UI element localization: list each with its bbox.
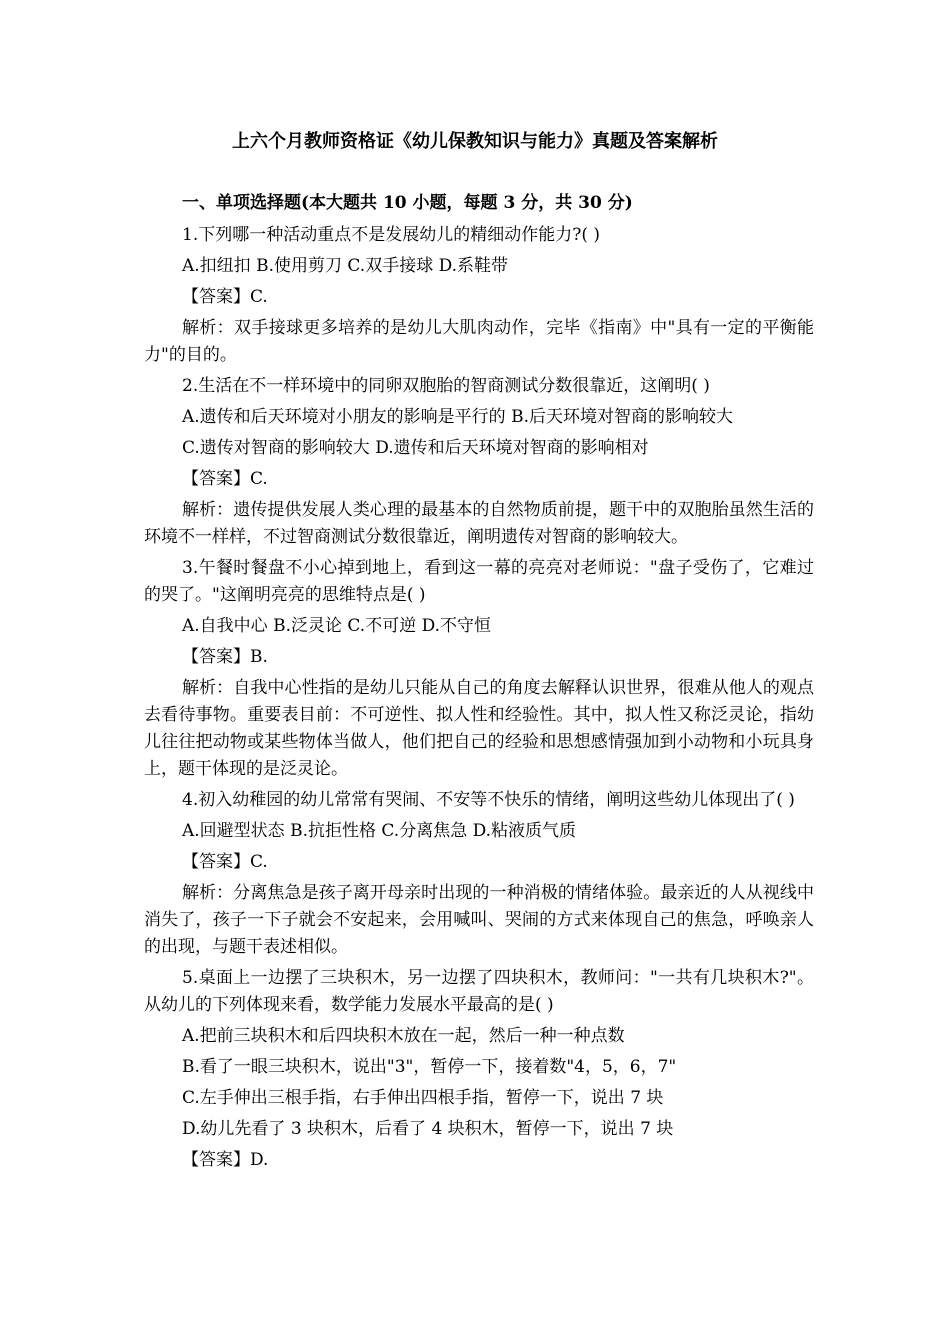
question-stem: 4.初入幼稚园的幼儿常常有哭闹、不安等不快乐的情绪，阐明这些幼儿体现出了( ) (182, 790, 795, 810)
document-body (144, 190, 814, 1178)
document-title: 上六个月教师资格证《幼儿保教知识与能力》真题及答案解析 (232, 131, 718, 152)
question-answer: 【答案】B. (182, 647, 268, 667)
question-stem: 3.午餐时餐盘不小心掉到地上，看到这一幕的亮亮对老师说："盘子受伤了，它难过的哭了。"这阐明亮亮的思维特点是( ) (144, 558, 814, 605)
question-options: A.自我中心 B.泛灵论 C.不可逆 D.不守恒 (182, 616, 492, 636)
question-stem: 1.下列哪一种活动重点不是发展幼儿的精细动作能力?( ) (182, 225, 601, 245)
question-options: C.左手伸出三根手指，右手伸出四根手指，暂停一下，说出 7 块 (182, 1088, 664, 1108)
question-options: D.幼儿先看了 3 块积木，后看了 4 块积木，暂停一下，说出 7 块 (182, 1119, 674, 1139)
question-analysis: 解析：分离焦急是孩子离开母亲时出现的一种消极的情绪体验。最亲近的人从视线中消失了，孩子一下子就会不安起来，会用喊叫、哭闹的方式来体现自己的焦急，呼唤亲人的出现，与题干表述相似。 (144, 883, 814, 957)
question-answer: 【答案】C. (182, 287, 268, 307)
question-options: A.遗传和后天环境对小朋友的影响是平行的 B.后天环境对智商的影响较大 (182, 407, 733, 427)
question-analysis: 解析：自我中心性指的是幼儿只能从自己的角度去解释认识世界，很难从他人的观点去看待事物。重要表目前：不可逆性、拟人性和经验性。其中，拟人性又称泛灵论，指幼儿往往把动物或某些物体当做人，他们把自己的经验和思想感情强加到小动物和小玩具身上，题干体现的是泛灵论。 (144, 678, 814, 779)
question-answer: 【答案】C. (182, 469, 268, 489)
question-options: A.回避型状态 B.抗拒性格 C.分离焦急 D.粘液质气质 (182, 821, 577, 841)
question-options: A.扣纽扣 B.使用剪刀 C.双手接球 D.系鞋带 (182, 256, 509, 276)
question-options: B.看了一眼三块积木，说出"3"，暂停一下，接着数"4，5，6，7" (182, 1057, 677, 1077)
question-answer: 【答案】C. (182, 852, 268, 872)
question-analysis: 解析：双手接球更多培养的是幼儿大肌肉动作，完毕《指南》中"具有一定的平衡能力"的目的。 (144, 318, 814, 365)
question-analysis: 解析：遗传提供发展人类心理的最基本的自然物质前提，题干中的双胞胎虽然生活的环境不一样样，不过智商测试分数很靠近，阐明遗传对智商的影响较大。 (144, 500, 814, 547)
question-options: A.把前三块积木和后四块积木放在一起，然后一种一种点数 (182, 1026, 625, 1046)
question-answer: 【答案】D. (182, 1150, 269, 1170)
question-stem: 5.桌面上一边摆了三块积木，另一边摆了四块积木，教师问："一共有几块积木?"。从幼儿的下列体现来看，数学能力发展水平最高的是( ) (144, 968, 814, 1015)
question-stem: 2.生活在不一样环境中的同卵双胞胎的智商测试分数很靠近，这阐明( ) (182, 376, 710, 396)
question-options: C.遗传对智商的影响较大 D.遗传和后天环境对智商的影响相对 (182, 438, 649, 458)
section-heading: 一、单项选择题(本大题共 10 小题，每题 3 分，共 30 分) (182, 193, 633, 213)
